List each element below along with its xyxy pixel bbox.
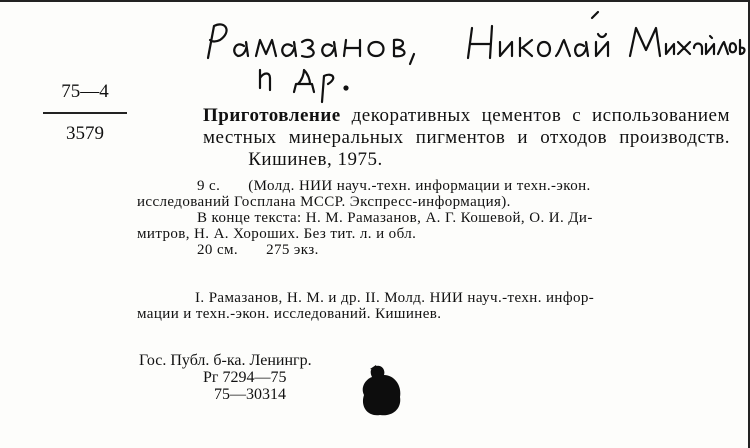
- title-text: декоративных цементов с использованием местных минеральных пигментов и отходов производств.: [203, 105, 730, 148]
- collation-line-3: В конце текста: Н. М. Рамазанов, А. Г. Кошевой, О. И. Ди-: [197, 210, 593, 226]
- collation-line-2: исследований Госплана МССР. Экспресс-информация).: [137, 194, 511, 210]
- series-note-start: (Молд. НИИ науч.-техн. информации и техн.-экон.: [248, 178, 591, 194]
- collation-line-1: [137, 178, 727, 194]
- copies-note: 275 экз.: [266, 242, 319, 258]
- tracing-block: [137, 290, 727, 322]
- library-accession-number: 75—30314: [214, 386, 286, 403]
- tracing-line-1: I. Рамазанов, Н. М. и др. II. Молд. НИИ науч.-техн. инфор-: [195, 290, 595, 306]
- tracing-line-2: мации и техн.-экон. исследований. Кишинев.: [137, 306, 442, 322]
- ink-blot: [356, 363, 406, 419]
- shelf-mark-divider: [43, 112, 127, 114]
- handwritten-author-note: [200, 10, 748, 105]
- size-note: 20 см.: [197, 242, 239, 258]
- title-lead-word: Приготовление: [203, 105, 341, 126]
- shelf-mark-top: 75—4: [61, 81, 109, 102]
- card-top-border: [0, 0, 750, 2]
- shelf-mark-bottom: 3579: [66, 123, 104, 144]
- library-name: Гос. Публ. б-ка. Ленингр.: [139, 352, 312, 369]
- place-year: Кишинев, 1975.: [248, 149, 383, 170]
- collation-line-4: митров, Н. А. Хороших. Без тит. л. и обл.: [137, 226, 417, 242]
- title-entry: [133, 105, 730, 171]
- handwritten-author-note-drawing: [200, 10, 748, 105]
- shelf-mark: [40, 80, 130, 146]
- collation-line-5: [137, 242, 727, 258]
- ink-blot-shape: [356, 363, 406, 419]
- collation-block: [137, 178, 727, 258]
- page-count: 9 с.: [197, 178, 221, 194]
- library-reg-number: Рг 7294—75: [203, 369, 287, 386]
- title-paragraph: [133, 105, 730, 171]
